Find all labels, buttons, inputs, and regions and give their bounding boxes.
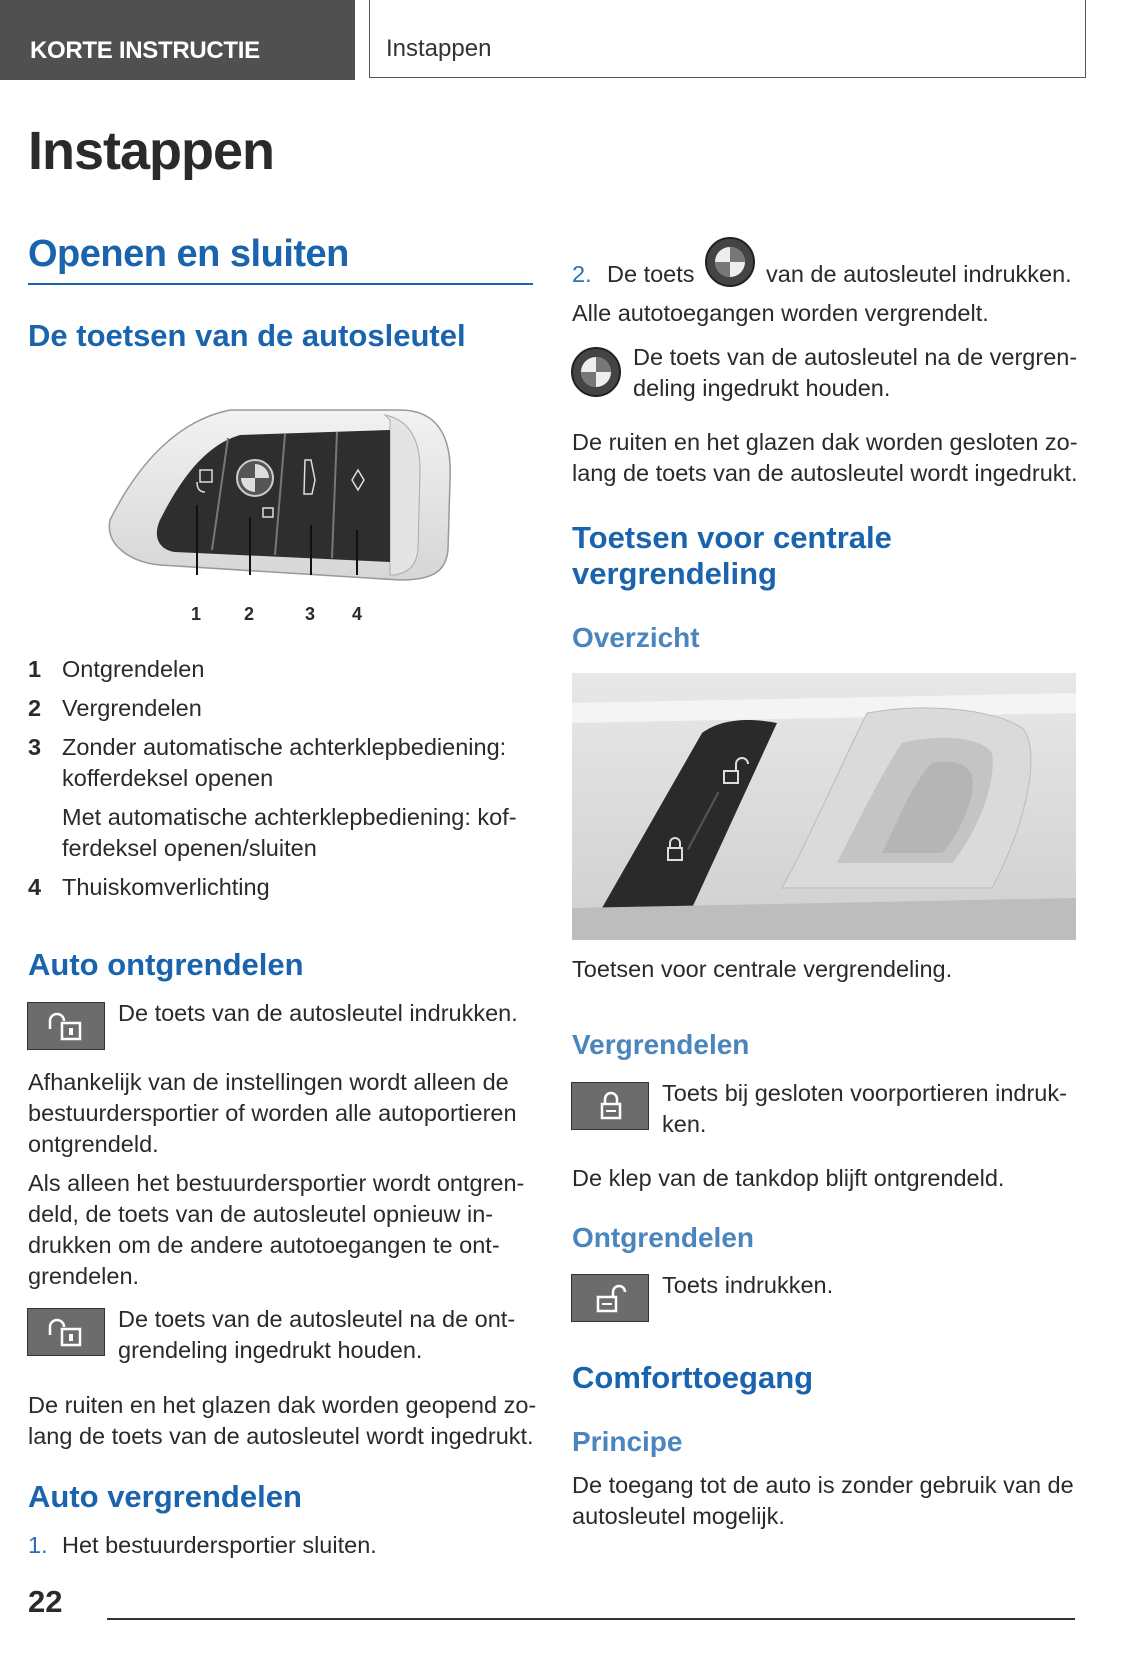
heading-toetsen-autosleutel: De toetsen van de autosleutel <box>28 318 466 353</box>
list-number: 1 <box>28 656 42 682</box>
paragraph-line: ontgrendeld. <box>28 1131 159 1157</box>
bmw-logo-icon <box>704 236 756 288</box>
bmw-logo-icon <box>570 346 622 398</box>
list-number: 2 <box>28 695 42 721</box>
lock-icon <box>572 1083 650 1131</box>
unlock-icon <box>28 1003 106 1051</box>
list-number: 3 <box>28 734 42 760</box>
paragraph-line: drukken om de andere autotoegangen te ont- <box>28 1232 500 1258</box>
bmw-logo-icon <box>237 460 273 496</box>
unlock-button-symbol <box>27 1308 105 1356</box>
key-label-3: 3 <box>305 604 316 624</box>
paragraph-line: Als alleen het bestuurdersportier wordt ontgren- <box>28 1170 525 1196</box>
section-label: KORTE INSTRUCTIE <box>30 37 260 64</box>
key-fob-illustration <box>100 400 460 630</box>
heading-toetsen-centrale: vergrendeling <box>572 556 777 591</box>
unlock-icon <box>572 1275 650 1323</box>
heading-auto-ontgrendelen: Auto ontgrendelen <box>28 947 304 982</box>
heading-vergrendelen: Vergrendelen <box>572 1029 750 1060</box>
heading-auto-vergrendelen: Auto vergrendelen <box>28 1479 302 1514</box>
heading-overzicht: Overzicht <box>572 622 700 653</box>
step-text: De toets <box>607 261 695 287</box>
list-item: kofferdeksel openen <box>62 765 274 791</box>
unlock-icon <box>28 1309 106 1357</box>
hold-instruction-line: deling ingedrukt houden. <box>633 375 891 401</box>
page-number: 22 <box>28 1584 63 1619</box>
key-label-2: 2 <box>244 604 255 624</box>
list-item: Thuiskomverlichting <box>62 874 270 900</box>
paragraph-line: deld, de toets van de autosleutel opnieuw in- <box>28 1201 494 1227</box>
lock-instruction-line: ken. <box>662 1111 707 1137</box>
paragraph-line: De toegang tot de auto is zonder gebruik van de <box>572 1472 1074 1498</box>
key-label-1: 1 <box>191 604 202 624</box>
page-title: Instappen <box>28 121 275 181</box>
paragraph-line: lang de toets van de autosleutel wordt ingedrukt. <box>572 460 1078 486</box>
unlock-button-symbol <box>571 1274 649 1322</box>
paragraph-line: De ruiten en het glazen dak worden gesloten zo- <box>572 429 1078 455</box>
paragraph-line: De klep van de tankdop blijft ontgrendeld. <box>572 1165 1005 1191</box>
paragraph-line: lang de toets van de autosleutel wordt ingedrukt. <box>28 1423 534 1449</box>
heading-underline <box>28 283 533 285</box>
footer-rule <box>107 1618 1075 1620</box>
list-number: 4 <box>28 874 42 900</box>
hold-instruction-line: De toets van de autosleutel na de ont- <box>118 1306 516 1332</box>
hold-instruction-line: grendeling ingedrukt houden. <box>118 1337 423 1363</box>
paragraph-line: grendelen. <box>28 1263 140 1289</box>
heading-principe: Principe <box>572 1426 683 1457</box>
step-number: 2. <box>572 261 592 287</box>
paragraph-line: De ruiten en het glazen dak worden geopend zo- <box>28 1392 537 1418</box>
lock-instruction-line: Toets bij gesloten voorportieren indruk- <box>662 1080 1067 1106</box>
heading-openen-sluiten: Openen en sluiten <box>28 233 349 275</box>
unlock-button-symbol <box>27 1002 105 1050</box>
key-label-4: 4 <box>352 604 363 624</box>
list-item: Vergrendelen <box>62 695 202 721</box>
chapter-label: Instappen <box>386 35 492 62</box>
chapter-header <box>369 0 1086 78</box>
list-item: Zonder automatische achterklepbediening: <box>62 734 507 760</box>
paragraph-line: autosleutel mogelijk. <box>572 1503 785 1529</box>
heading-toetsen-centrale: Toetsen voor centrale <box>572 520 892 555</box>
heading-ontgrendelen: Ontgrendelen <box>572 1222 755 1253</box>
step-text: Het bestuurdersportier sluiten. <box>62 1532 377 1558</box>
figure-caption: Toetsen voor centrale vergrendeling. <box>572 956 953 982</box>
heading-comforttoegang: Comforttoegang <box>572 1360 814 1395</box>
step-number: 1. <box>28 1532 48 1558</box>
paragraph-line: Alle autotoegangen worden vergrendelt. <box>572 300 989 326</box>
central-locking-illustration <box>572 673 1076 940</box>
paragraph-line: bestuurdersportier of worden alle autoportieren <box>28 1100 517 1126</box>
unlock-instruction: De toets van de autosleutel indrukken. <box>118 1000 518 1026</box>
section-header <box>0 0 355 80</box>
list-item: ferdeksel openen/sluiten <box>62 835 317 861</box>
list-item: Met automatische achterklepbediening: kof- <box>62 804 517 830</box>
paragraph-line: Afhankelijk van de instellingen wordt alleen de <box>28 1069 509 1095</box>
lock-button-symbol <box>571 1082 649 1130</box>
unlock-instruction: Toets indrukken. <box>662 1272 834 1298</box>
list-item: Ontgrendelen <box>62 656 205 682</box>
step-text: van de autosleutel indrukken. <box>766 261 1072 287</box>
hold-instruction-line: De toets van de autosleutel na de vergren- <box>633 344 1078 370</box>
